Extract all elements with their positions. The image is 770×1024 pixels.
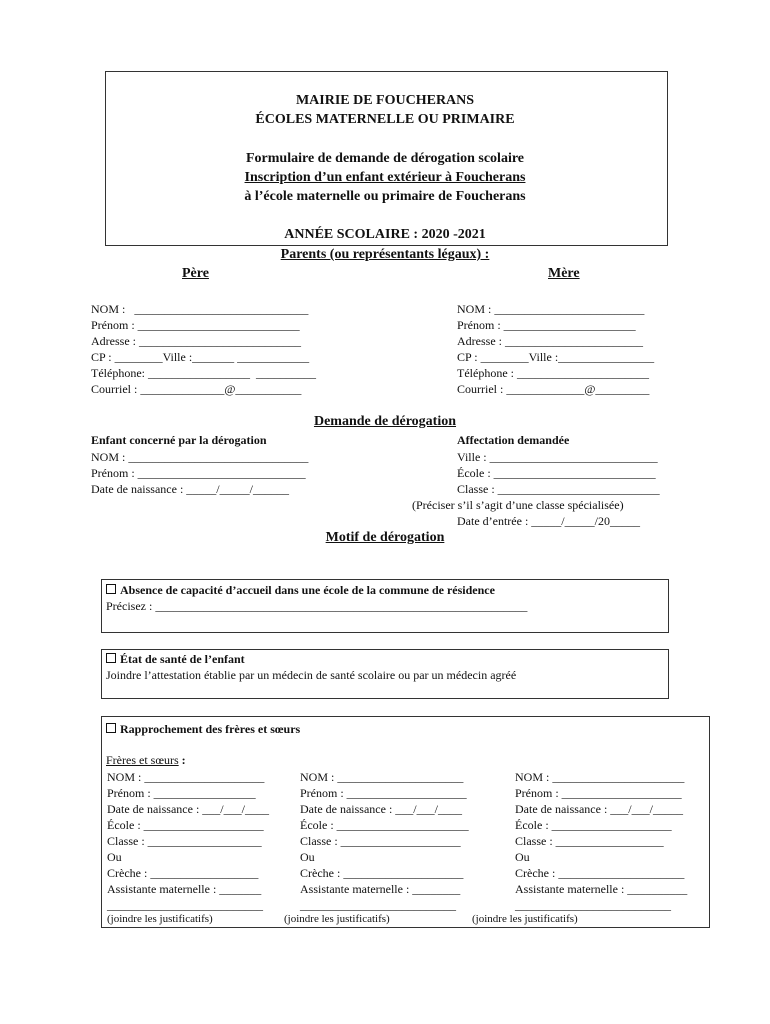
col2-justificatifs-note: (joindre les justificatifs) (284, 913, 390, 925)
col3-justificatifs-note: (joindre les justificatifs) (472, 913, 578, 925)
motif-sante-option[interactable] (106, 652, 245, 667)
pere-title: Père (182, 266, 209, 281)
col3-classe-field[interactable]: Classe : __________________ (515, 834, 664, 848)
parents-title: Parents (ou représentants légaux) : (280, 247, 490, 262)
col3-creche-field[interactable]: Crèche : _____________________ (515, 866, 685, 880)
enfant-nom-field[interactable]: NOM : ______________________________ (91, 450, 309, 464)
precisez-field[interactable]: Précisez : ______________________________________________________________ (106, 599, 528, 613)
col3-prenom-field[interactable]: Prénom : ____________________ (515, 786, 682, 800)
mere-title: Mère (548, 266, 580, 281)
freres-soeurs-colon: : (178, 753, 186, 767)
header-mairie: MAIRIE DE FOUCHERANS (295, 93, 475, 108)
col2-classe-field[interactable]: Classe : ____________________ (300, 834, 461, 848)
affectation-title: Affectation demandée (457, 433, 570, 447)
col1-justificatifs-note: (joindre les justificatifs) (107, 913, 213, 925)
freres-soeurs-label (106, 753, 186, 768)
mere-telephone-field[interactable]: Téléphone : ______________________ (457, 366, 649, 380)
enfant-title: Enfant concerné par la dérogation (91, 433, 267, 447)
pere-telephone-field[interactable]: Téléphone: _________________ __________ (91, 366, 316, 380)
col1-ou-label: Ou (107, 850, 122, 864)
motif-capacite-option[interactable] (106, 583, 495, 598)
freres-soeurs-text: Frères et sœurs (106, 753, 179, 767)
col1-ecole-field[interactable]: École : ____________________ (107, 818, 264, 832)
col1-nom-field[interactable]: NOM : ____________________ (107, 770, 265, 784)
col2-creche-field[interactable]: Crèche : ____________________ (300, 866, 464, 880)
school-year: ANNÉE SCOLAIRE : 2020 -2021 (284, 227, 486, 242)
pere-nom-field[interactable]: NOM : _____________________________ (91, 302, 309, 316)
sante-instruction: Joindre l’attestation établie par un médecin de santé scolaire ou par un médecin agréé (106, 668, 517, 682)
col1-blank-line[interactable]: __________________________ (107, 898, 263, 912)
col3-assistante-field[interactable]: Assistante maternelle : __________ (515, 882, 688, 896)
col2-prenom-field[interactable]: Prénom : ____________________ (300, 786, 467, 800)
motif-capacite-label: Absence de capacité d’accueil dans une école de la commune de résidence (120, 583, 495, 597)
motif-fratrie-option[interactable] (106, 722, 300, 737)
checkbox-icon[interactable] (106, 723, 116, 733)
pere-adresse-field[interactable]: Adresse : ___________________________ (91, 334, 301, 348)
affectation-classe-field[interactable]: Classe : ___________________________ (457, 482, 660, 496)
col2-ou-label: Ou (300, 850, 315, 864)
motif-fratrie-label: Rapprochement des frères et sœurs (120, 722, 301, 736)
motif-sante-label: État de santé de l’enfant (120, 652, 245, 666)
col3-blank-line[interactable]: __________________________ (515, 898, 671, 912)
checkbox-icon[interactable] (106, 653, 116, 663)
pere-cp-ville-field[interactable]: CP : ________Ville :_______ ____________ (91, 350, 310, 364)
col3-nom-field[interactable]: NOM : ______________________ (515, 770, 685, 784)
header-ecoles: ÉCOLES MATERNELLE OU PRIMAIRE (255, 112, 515, 127)
motif-title: Motif de dérogation (325, 530, 445, 545)
checkbox-icon[interactable] (106, 584, 116, 594)
affectation-ville-field[interactable]: Ville : ____________________________ (457, 450, 658, 464)
affectation-ecole-field[interactable]: École : ___________________________ (457, 466, 656, 480)
pere-courriel-field[interactable]: Courriel : ______________@___________ (91, 382, 302, 396)
mere-prenom-field[interactable]: Prénom : ______________________ (457, 318, 636, 332)
col1-prenom-field[interactable]: Prénom : _________________ (107, 786, 256, 800)
col1-naissance-field[interactable]: Date de naissance : ___/___/____ (107, 802, 269, 816)
col1-classe-field[interactable]: Classe : ___________________ (107, 834, 262, 848)
col1-assistante-field[interactable]: Assistante maternelle : _______ (107, 882, 262, 896)
col3-naissance-field[interactable]: Date de naissance : ___/___/_____ (515, 802, 683, 816)
form-subtitle: Inscription d’un enfant extérieur à Foucherans (244, 170, 526, 185)
col2-assistante-field[interactable]: Assistante maternelle : ________ (300, 882, 461, 896)
date-entree-field[interactable]: Date d’entrée : _____/_____/20_____ (457, 514, 640, 528)
col3-ecole-field[interactable]: École : ____________________ (515, 818, 672, 832)
form-title: Formulaire de demande de dérogation scolaire (245, 151, 525, 166)
col1-creche-field[interactable]: Crèche : __________________ (107, 866, 259, 880)
col2-naissance-field[interactable]: Date de naissance : ___/___/____ (300, 802, 462, 816)
classe-specialisee-note: (Préciser s’il s’agit d’une classe spécialisée) (412, 498, 624, 512)
col3-ou-label: Ou (515, 850, 530, 864)
form-subtitle-2: à l’école maternelle ou primaire de Foucherans (244, 189, 526, 204)
enfant-prenom-field[interactable]: Prénom : ____________________________ (91, 466, 306, 480)
demande-title: Demande de dérogation (313, 414, 457, 429)
col2-blank-line[interactable]: __________________________ (300, 898, 456, 912)
col2-ecole-field[interactable]: École : ______________________ (300, 818, 469, 832)
enfant-naissance-field[interactable]: Date de naissance : _____/_____/______ (91, 482, 289, 496)
mere-adresse-field[interactable]: Adresse : _______________________ (457, 334, 643, 348)
col2-nom-field[interactable]: NOM : _____________________ (300, 770, 464, 784)
mere-cp-ville-field[interactable]: CP : ________Ville :________________ (457, 350, 655, 364)
pere-prenom-field[interactable]: Prénom : ___________________________ (91, 318, 300, 332)
mere-nom-field[interactable]: NOM : _________________________ (457, 302, 645, 316)
mere-courriel-field[interactable]: Courriel : _____________@_________ (457, 382, 650, 396)
